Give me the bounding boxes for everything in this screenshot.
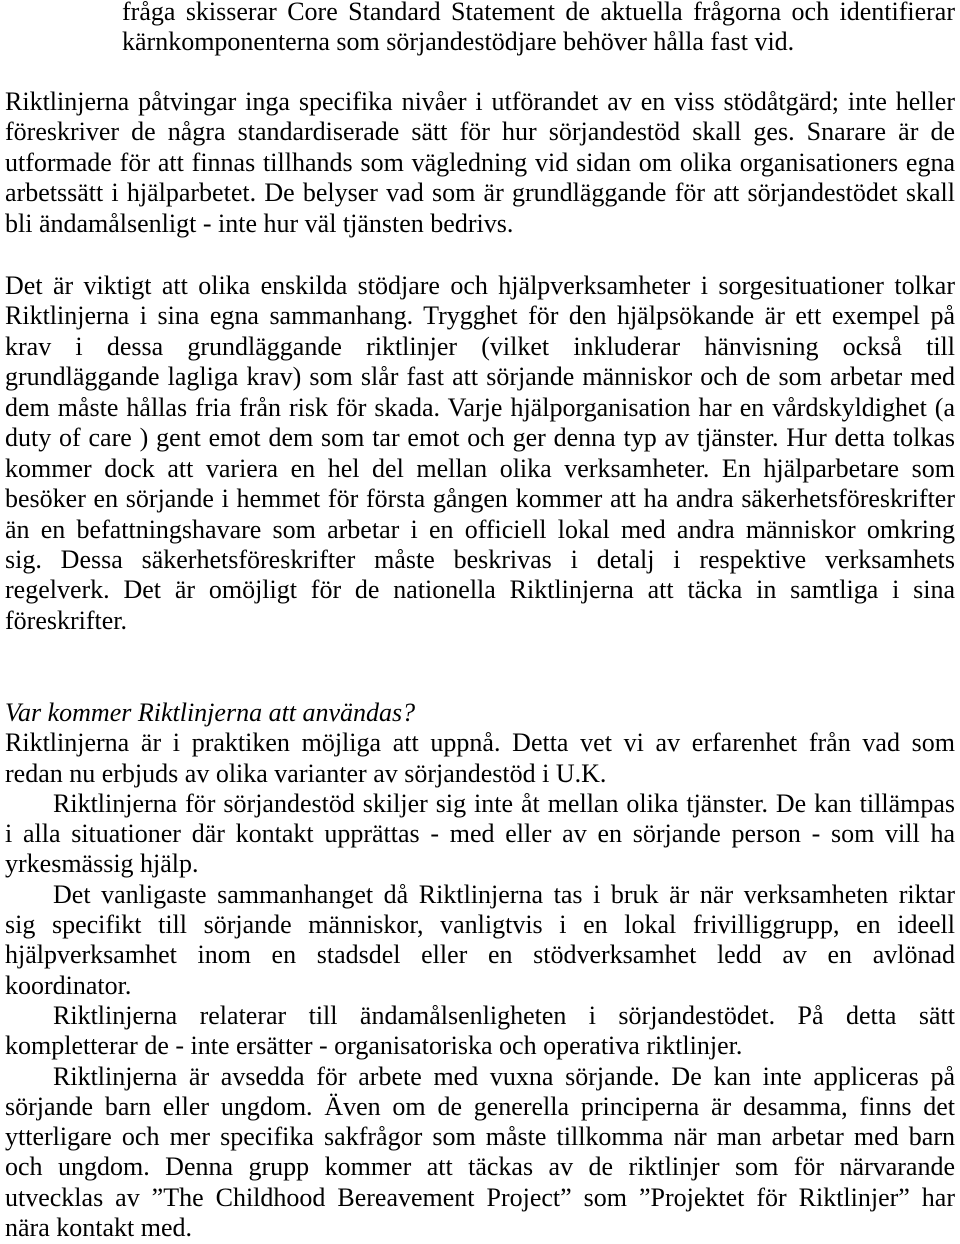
text-line: regelverk. Det är omöjligt för de nationella Riktlinjerna att täcka in samtliga i sina [5, 575, 955, 605]
text-line: Det är viktigt att olika enskilda stödjare och hjälpverksamheter i sorgesituationer tolkar [5, 271, 955, 300]
section-heading: Var kommer Riktlinjerna att användas? [5, 698, 416, 727]
paragraph [5, 87, 955, 239]
text-line: dem måste hållas fria från risk för skada. Varje hjälporganisation har en vårdskyldighet (a [5, 392, 955, 422]
text-line: arbetssätt i hjälparbetet. De belyser vad som är grundläggande för att sörjandestödet skall [5, 178, 955, 208]
text-line: och ungdom. Denna grupp kommer att täckas av de riktlinjer som för närvarande [5, 1152, 955, 1182]
paragraph [5, 1001, 955, 1062]
text-line: utvecklas av ”The Childhood Bereavement Project” som ”Projektet för Riktlinjer” har [5, 1182, 955, 1212]
text-line: yrkesmässig hjälp. [5, 849, 199, 879]
text-line: besöker en sörjande i hemmet för första gången kommer att ha andra säkerhetsföreskrifter [5, 484, 955, 514]
paragraph [5, 271, 955, 636]
text-line: hjälpverksamhet inom en stadsdel eller en stödverksamhet ledd av en avlönad [5, 940, 955, 970]
text-line: Riktlinjerna påtvingar inga specifika nivåer i utförandet av en viss stödåtgärd; inte heller [5, 87, 955, 116]
text-line: kommer dock att variera en hel del mellan olika verksamheter. En hjälparbetare som [5, 453, 955, 483]
text-line: föreskriver de några standardiserade sätt för hur sörjandestöd skall ges. Snarare är de [5, 117, 955, 147]
text-line: Riktlinjerna relaterar till ändamålsenligheten i sörjandestödet. På detta sätt [53, 1000, 955, 1030]
text-line: duty of care ) gent emot dem som tar emot och ger denna typ av tjänster. Hur detta tolkas [5, 423, 955, 453]
paragraph [5, 789, 955, 880]
text-line: kärnkomponenterna som sörjandestödjare behöver hålla fast vid. [122, 27, 795, 57]
paragraph [5, 1062, 955, 1244]
text-line: nära kontakt med. [5, 1213, 192, 1243]
text-line: grundläggande lagliga krav) som slår fast att sörjande människor och de som arbetar med [5, 362, 955, 392]
text-line: Riktlinjerna i sina egna sammanhang. Trygghet för den hjälpsökande är ett exempel på [5, 301, 955, 331]
text-line: Riktlinjerna är i praktiken möjliga att uppnå. Detta vet vi av erfarenhet från vad som [5, 728, 955, 758]
paragraph [5, 880, 955, 1001]
text-line: än en befattningshavare som arbetar i en officiell lokal med andra människor omkring [5, 514, 955, 544]
text-line: koordinator. [5, 970, 132, 1000]
text-line: Riktlinjerna är avsedda för arbete med vuxna sörjande. De kan inte appliceras på [53, 1061, 955, 1091]
section-where-used [5, 698, 955, 1243]
text-line: krav i dessa grundläggande riktlinjer (vilket inkluderar hänvisning också till [5, 331, 955, 361]
text-line: kompletterar de - inte ersätter - organisatoriska och operativa riktlinjer. [5, 1031, 743, 1061]
paragraph-continuation [122, 0, 955, 58]
text-line: sig specifikt till sörjande människor, vanligtvis i en lokal frivilliggrupp, en ideell [5, 910, 955, 940]
text-line: i alla situationer där kontakt upprättas - med eller av en sörjande person - som vill ha [5, 819, 955, 849]
text-line: fråga skisserar Core Standard Statement de aktuella frågorna och identifierar [122, 0, 955, 26]
text-line: Det vanligaste sammanhanget då Riktlinjerna tas i bruk är när verksamheten riktar [53, 879, 955, 909]
text-line: redan nu erbjuds av olika varianter av sörjandestöd i U.K. [5, 758, 607, 788]
text-line: bli ändamålsenligt - inte hur väl tjänsten bedrivs. [5, 208, 514, 238]
text-line: Riktlinjerna för sörjandestöd skiljer sig inte åt mellan olika tjänster. De kan tillämpas [53, 788, 955, 818]
text-line: föreskrifter. [5, 605, 128, 635]
text-line: ytterligare och mer specifika sakfrågor som måste tillkomma när man arbetar med barn [5, 1122, 955, 1152]
text-line: utformade för att finnas tillhands som vägledning vid sidan om olika organisationers egna [5, 147, 955, 177]
text-line: sig. Dessa säkerhetsföreskrifter måste beskrivas i detalj i respektive verksamhets [5, 544, 955, 574]
text-line: sörjande barn eller ungdom. Även om de generella principerna är desamma, finns det [5, 1091, 955, 1121]
paragraph [5, 728, 955, 789]
